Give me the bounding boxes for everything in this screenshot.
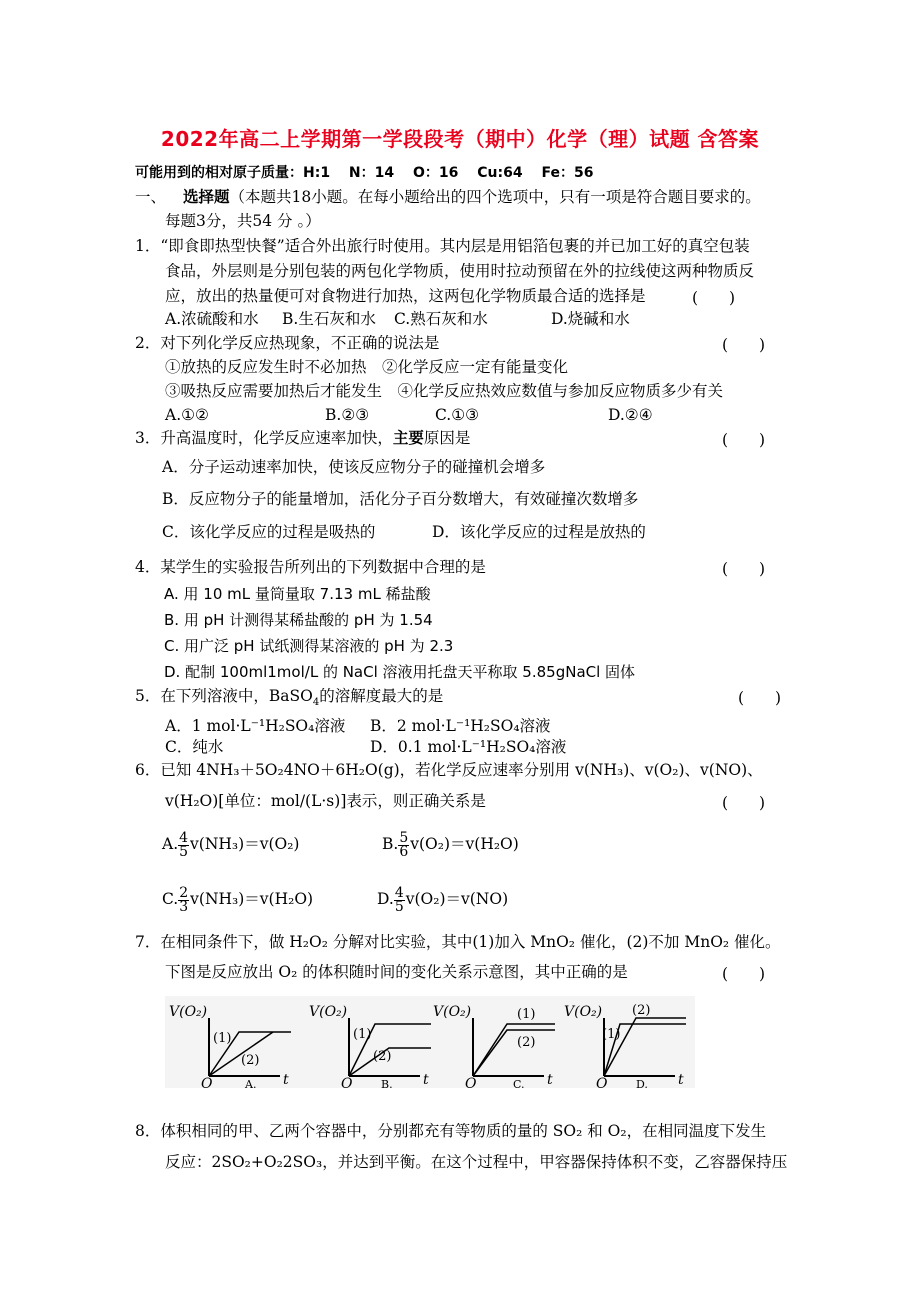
q6-b-num: 5 <box>399 829 409 846</box>
q6-option-d <box>377 885 508 914</box>
graph-c <box>433 1004 555 1088</box>
q8-line2: 反应：2SO₂+O₂2SO₃，并达到平衡。在这个过程中，甲容器保持体积不变，乙容器保持压 <box>165 1153 788 1171</box>
q6-d-num: 4 <box>394 884 404 901</box>
q6-b-expr: v(O₂)＝v(H₂O) <box>410 835 519 853</box>
q6-a-num: 4 <box>179 829 189 846</box>
q2-stem: 2．对下列化学反应热现象，不正确的说法是 <box>135 334 440 352</box>
q2-statements-1: ①放热的反应发生时不必加热 ②化学反应一定有能量变化 <box>165 358 569 376</box>
graph-d-curve1-label: (1) <box>602 1027 621 1042</box>
section-heading <box>135 187 761 207</box>
q5-stem <box>135 686 443 713</box>
q1-option-d: D.烧碱和水 <box>551 310 630 328</box>
q4-option-d: D. 配制 100ml1mol/L 的 NaCl 溶液用托盘天平称取 5.85gNaCl 固体 <box>164 663 636 681</box>
q3-option-c: C．该化学反应的过程是吸热的 <box>162 523 376 541</box>
q6-c-label: C. <box>162 890 179 908</box>
section-desc-2: 每题3分，共54 分 。） <box>165 212 321 230</box>
q2-option-d: D.②④ <box>608 406 653 424</box>
q6-a-fraction <box>178 829 189 860</box>
q7-line1: 7．在相同条件下，做 H₂O₂ 分解对比实验，其中(1)加入 MnO₂ 催化，(2)不加 MnO₂ 催化。 <box>135 933 781 951</box>
q6-d-label: D. <box>377 890 394 908</box>
q6-line2: v(H₂O)[单位：mol/(L·s)]表示，则正确关系是 <box>165 792 486 810</box>
q5-stem-text: 5．在下列溶液中，BaSO <box>135 687 313 705</box>
graph-d-ylabel: V(O₂) <box>564 1004 603 1020</box>
q6-c-fraction <box>178 884 189 915</box>
q3-stem-text: 3．升高温度时，化学反应速率加快， <box>135 429 393 447</box>
graph-b-curve2-label: (2) <box>373 1049 392 1064</box>
graph-b-ylabel: V(O₂) <box>309 1004 348 1020</box>
graph-c-label: C. <box>513 1078 525 1088</box>
section-name: 选择题 <box>182 188 230 206</box>
graph-c-curve1-label: (1) <box>517 1007 536 1022</box>
q5-stem-subscript: 4 <box>312 697 320 709</box>
q6-a-label: A. <box>162 835 179 853</box>
q6-c-num: 2 <box>179 884 189 901</box>
q1-line1: 1．“即食即热型快餐”适合外出旅行时使用。其内层是用铝箔包裹的并已加工好的真空包装 <box>135 237 750 255</box>
q6-c-den: 3 <box>179 898 189 915</box>
q6-b-fraction <box>398 829 409 860</box>
q6-b-label: B. <box>382 835 399 853</box>
graph-c-curve-1 <box>473 1024 555 1076</box>
graph-d-origin: O <box>596 1076 608 1088</box>
q5-option-b: B．2 mol·L⁻¹H₂SO₄溶液 <box>370 717 551 735</box>
q1-line2: 食品，外层则是分别包装的两包化学物质，使用时拉动预留在外的拉线使这两种物质反 <box>165 262 755 280</box>
graph-d-xlabel: t <box>678 1072 684 1088</box>
graph-c-curve2-label: (2) <box>517 1035 536 1050</box>
graph-a-ylabel: V(O₂) <box>169 1004 208 1020</box>
q6-d-den: 5 <box>394 898 404 915</box>
q6-answer-blank: ( ) <box>722 794 766 812</box>
q3-stem-end: 原因是 <box>423 429 471 447</box>
graph-c-curve-2 <box>473 1030 555 1076</box>
q5-option-a: A．1 mol·L⁻¹H₂SO₄溶液 <box>165 717 346 735</box>
q7-answer-blank: ( ) <box>722 965 766 983</box>
q6-option-a <box>162 830 299 859</box>
q3-option-a: A．分子运动速率加快，使该反应物分子的碰撞机会增多 <box>162 458 546 476</box>
q7-graphs-svg <box>165 996 695 1088</box>
q4-answer-blank: ( ) <box>722 560 766 578</box>
q3-answer-blank: ( ) <box>722 431 766 449</box>
graph-d-label: D. <box>636 1078 648 1088</box>
graph-d-curve2-label: (2) <box>632 1003 651 1018</box>
q8-line1: 8．体积相同的甲、乙两个容器中，分别都充有等物质的量的 SO₂ 和 O₂，在相同温度下发生 <box>135 1122 767 1140</box>
q6-d-fraction <box>394 884 405 915</box>
q2-statements-2: ③吸热反应需要加热后才能发生 ④化学反应热效应数值与参加反应物质多少有关 <box>165 382 724 400</box>
q7-graphs <box>165 996 695 1088</box>
graph-a-curve2-label: (2) <box>241 1053 260 1068</box>
q1-option-b: B.生石灰和水 <box>282 310 376 328</box>
q2-option-b: B.②③ <box>325 406 370 424</box>
graph-c-xlabel: t <box>547 1072 553 1088</box>
graph-b-xlabel: t <box>423 1072 429 1088</box>
graph-a-label: A. <box>245 1078 257 1088</box>
graph-b-origin: O <box>341 1076 353 1088</box>
q4-option-a: A. 用 10 mL 量筒量取 7.13 mL 稀盐酸 <box>164 585 431 603</box>
atomic-masses: 可能用到的相对原子质量：H:1 N：14 O：16 Cu:64 Fe：56 <box>135 165 594 181</box>
graph-b-label: B. <box>381 1078 393 1088</box>
q2-answer-blank: ( ) <box>722 336 766 354</box>
q4-stem: 4．某学生的实验报告所列出的下列数据中合理的是 <box>135 558 486 576</box>
graph-d <box>564 1003 686 1088</box>
q4-option-b: B. 用 pH 计测得某稀盐酸的 pH 为 1.54 <box>164 611 433 629</box>
q6-a-expr: v(NH₃)＝v(O₂) <box>190 835 300 853</box>
q1-line3: 应，放出的热量便可对食物进行加热，这两包化学物质最合适的选择是 <box>165 287 646 305</box>
section-desc: （本题共18小题。在每小题给出的四个选项中，只有一项是符合题目要求的。 <box>229 188 761 206</box>
graph-a-xlabel: t <box>283 1072 289 1088</box>
q5-option-c: C．纯水 <box>165 738 224 756</box>
graph-c-ylabel: V(O₂) <box>433 1004 472 1020</box>
section-number: 一、 <box>135 188 167 206</box>
q2-option-c: C.①③ <box>435 406 480 424</box>
q1-option-a: A.浓硫酸和水 <box>165 310 259 328</box>
graph-a-curve1-label: (1) <box>213 1031 232 1046</box>
q6-c-expr: v(NH₃)＝v(H₂O) <box>190 890 314 908</box>
q2-option-a: A.①② <box>165 406 209 424</box>
q1-answer-blank: ( ) <box>692 289 736 307</box>
q6-option-b <box>382 830 519 859</box>
graph-c-origin: O <box>465 1076 477 1088</box>
q3-stem-emphasis: 主要 <box>392 429 424 447</box>
q3-option-d: D．该化学反应的过程是放热的 <box>432 523 646 541</box>
q6-a-den: 5 <box>179 843 189 860</box>
q5-stem-end: 的溶解度最大的是 <box>319 687 444 705</box>
q4-option-c: C. 用广泛 pH 试纸测得某溶液的 pH 为 2.3 <box>164 637 454 655</box>
graph-b <box>309 1004 431 1088</box>
q3-option-b: B．反应物分子的能量增加，活化分子百分数增大，有效碰撞次数增多 <box>162 490 639 508</box>
q7-line2: 下图是反应放出 O₂ 的体积随时间的变化关系示意图，其中正确的是 <box>165 963 628 981</box>
graph-a <box>169 1004 291 1088</box>
q6-b-den: 6 <box>399 843 409 860</box>
q3-stem <box>135 428 470 448</box>
graph-a-origin: O <box>201 1076 213 1088</box>
q6-d-expr: v(O₂)＝v(NO) <box>405 890 509 908</box>
page-title: 2022年高二上学期第一学段段考（期中）化学（理）试题 含答案 <box>160 127 760 151</box>
q6-option-c <box>162 885 313 914</box>
q5-option-d: D．0.1 mol·L⁻¹H₂SO₄溶液 <box>370 738 567 756</box>
graph-b-curve1-label: (1) <box>353 1027 372 1042</box>
q1-option-c: C.熟石灰和水 <box>394 310 488 328</box>
q5-answer-blank: ( ) <box>738 689 782 707</box>
q6-line1: 6．已知 4NH₃＋5O₂4NO＋6H₂O(g)，若化学反应速率分别用 v(NH₃)、v(O₂)、v(NO)、 <box>135 761 763 779</box>
